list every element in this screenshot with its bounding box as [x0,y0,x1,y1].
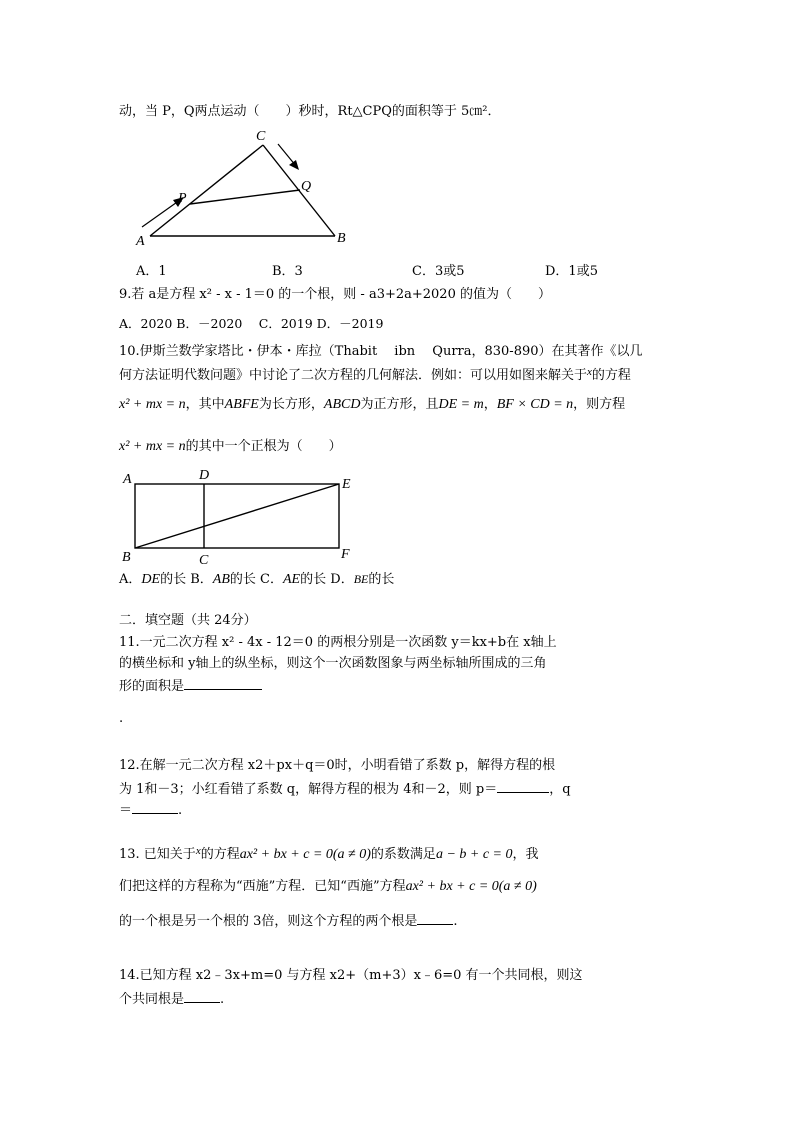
q8-label-b: B [337,231,346,246]
q8-option-d: D．1或5 [545,264,598,279]
q12-line3: ＝ . [119,799,182,821]
q14-answer-blank[interactable] [184,988,220,1003]
q11-line2: 的横坐标和 y轴上的纵坐标，则这个一次函数图象与两坐标轴所围成的三角 [119,656,547,671]
q12-line1: 12.在解一元二次方程 x2＋px＋q＝0时，小明看错了系数 p，解得方程的根 [119,758,556,773]
q11-line1: 11.一元二次方程 x² - 4x - 12＝0 的两根分别是一次函数 y＝kx+b在 x轴上 [119,635,557,650]
q9-text: 9.若 a是方程 x² - x - 1＝0 的一个根，则 - a3+2a+2020 的值为（ ） [119,287,551,302]
q10-label-d: D [199,468,210,483]
q11-dot: . [119,711,124,726]
q13-answer-blank[interactable] [417,910,453,925]
q10-options: A．DE的长 B．AB的长 C．AE的长 D．BE的长 [119,572,395,587]
q12-q-blank[interactable] [132,799,178,814]
q11-answer-blank[interactable] [184,675,262,690]
q8-label-c: C [256,129,266,144]
q8-option-a: A．1 [136,264,167,279]
q8-label-a: A [136,234,145,249]
q8-tail-text: 动，当 P，Q两点运动（ ）秒时，Rt△CPQ的面积等于 5㎝²． [119,104,501,119]
q12-line2: 为 1和－3；小红看错了系数 q，解得方程的根为 4和－2，则 p＝ ，q [119,778,571,800]
q10-label-f: F [341,547,350,562]
q10-label-b: B [122,550,131,565]
q14-line2: 个共同根是 . [119,988,224,1010]
q8-label-p: P [178,191,187,206]
q10-line2: 何方法证明代数问题》中讨论了二次方程的几何解法．例如：可以用如图来解关于$^x$的方程 [119,366,631,383]
q8-option-b: B．3 [272,264,303,279]
q8-option-c: C．3或5 [412,264,465,279]
q14-line1: 14.已知方程 x2﹣3x+m=0 与方程 x2+（m+3）x﹣6=0 有一个共同根，则这 [119,968,583,983]
q13-line1: 13. 已知关于$^x$的方程ax² + bx + c = 0(a ≠ 0)的系数满足a − b + c = 0，我 [119,845,539,862]
q13-line3: 的一个根是另一个根的 3倍，则这个方程的两个根是 . [119,910,458,932]
section2-title: 二．填空题（共 24分） [119,613,257,628]
q10-label-e: E [342,477,351,492]
q12-p-blank[interactable] [497,778,549,793]
q10-rectangle-figure [118,467,368,567]
q10-line1: 10.伊斯兰数学家塔比・伊本・库拉（Thabit ibn Qurra，830-890）在其著作《以几 [119,344,643,359]
q8-label-q: Q [301,179,312,194]
q10-line4: x² + mx = n的其中一个正根为（ ） [119,439,342,454]
q10-line3: x² + mx = n，其中ABFE为长方形，ABCD为正方形，且DE = m，BF × CD = n，则方程 [119,397,626,412]
q11-line3: 形的面积是 [119,675,262,697]
q9-options: A．2020 B．－2020 C．2019 D．－2019 [119,316,384,331]
q13-line2: 们把这样的方程称为“西施”方程．已知“西施”方程ax² + bx + c = 0(a ≠ 0) [119,879,537,894]
q10-label-a: A [123,472,132,487]
q8-triangle-figure [130,128,360,253]
q10-label-c: C [199,553,209,567]
